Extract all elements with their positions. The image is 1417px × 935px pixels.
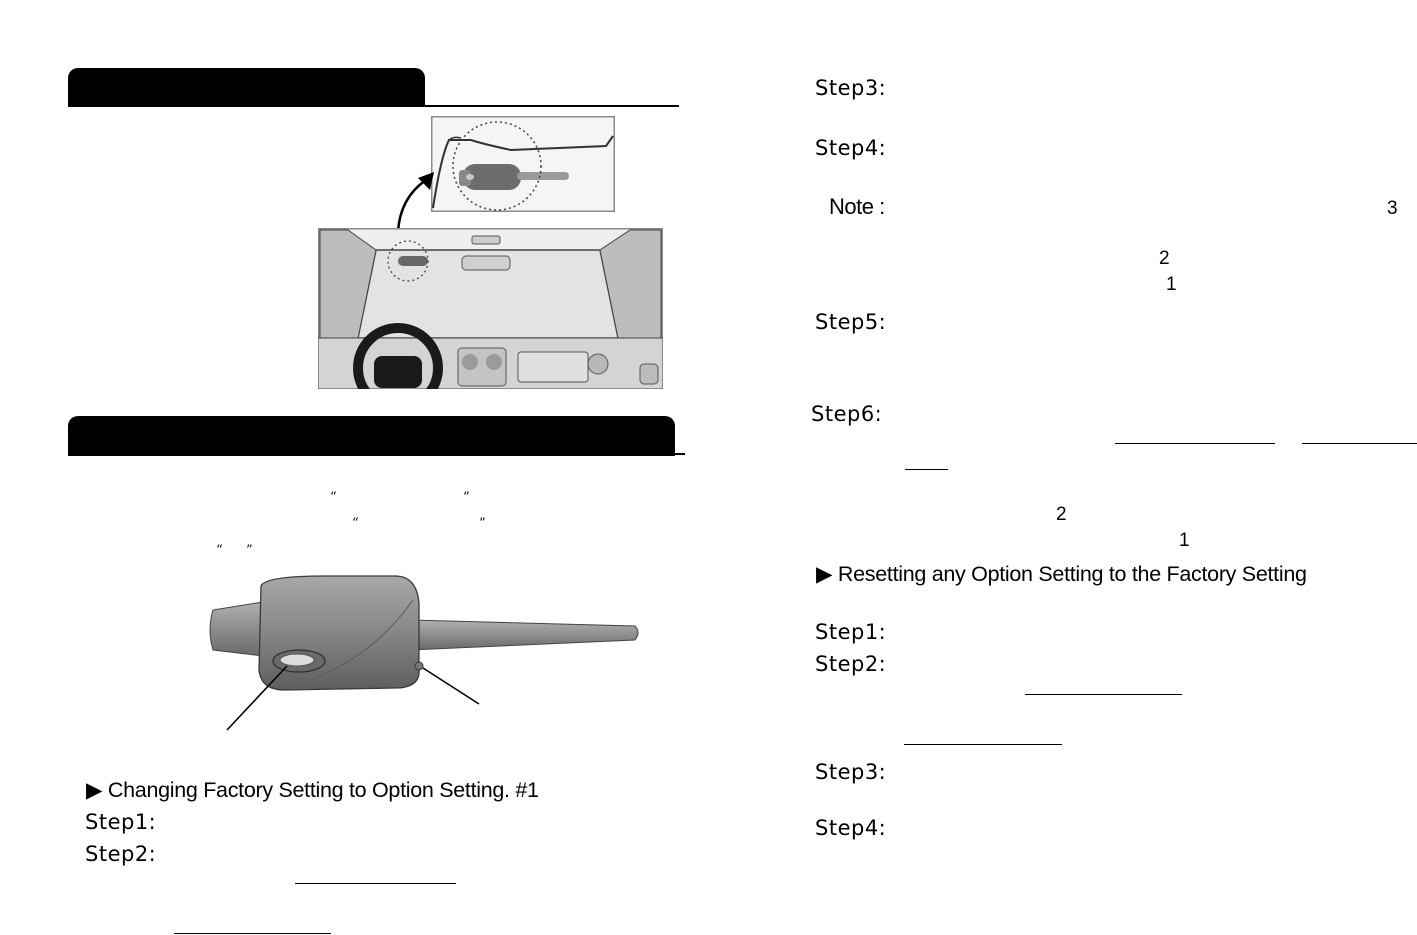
note-number: 2 [1159, 248, 1170, 269]
reset-step-2-label: Step2: [815, 652, 887, 676]
step-2-label: Step2: [85, 842, 157, 866]
zoom-arrow-icon [392, 168, 438, 234]
reset-step-3-label: Step3: [815, 760, 887, 784]
close-quote: ” [479, 516, 486, 531]
underline-blank [1025, 694, 1182, 695]
close-quote: ” [246, 543, 253, 558]
step-6-label: Step6: [811, 402, 883, 426]
open-quote: “ [352, 516, 359, 531]
section-heading-reset-setting: ▶ Resetting any Option Setting to the Factory Setting [816, 562, 1307, 586]
step-6-number: 1 [1179, 530, 1190, 551]
underline-blank [174, 933, 331, 934]
close-quote: ” [463, 490, 470, 505]
step-6-number: 2 [1056, 504, 1067, 525]
reset-step-1-label: Step1: [815, 620, 887, 644]
note-number: 3 [1387, 198, 1398, 219]
underline-blank [1115, 443, 1275, 444]
car-interior-figure [318, 228, 663, 389]
section-heading-changing-setting: ▶ Changing Factory Setting to Option Setting. #1 [86, 778, 539, 802]
reset-step-4-label: Step4: [815, 816, 887, 840]
step-5-label: Step5: [815, 310, 887, 334]
device-figure [205, 574, 645, 734]
underline-blank [905, 469, 948, 470]
step-3-label: Step3: [815, 76, 887, 100]
note-label: Note : [829, 194, 885, 219]
step-4-label: Step4: [815, 136, 887, 160]
step-1-label: Step1: [85, 810, 157, 834]
underline-blank [295, 883, 456, 884]
note-number: 1 [1166, 274, 1177, 295]
section-header-rule-1 [425, 105, 679, 107]
underline-blank [1302, 443, 1417, 444]
open-quote: “ [330, 490, 337, 505]
underline-blank [904, 744, 1062, 745]
section-header-bar-2 [68, 416, 675, 456]
section-header-bar-1 [68, 68, 425, 107]
section-header-rule-2 [675, 453, 685, 455]
open-quote: “ [216, 543, 223, 558]
mount-closeup-figure [431, 116, 615, 212]
